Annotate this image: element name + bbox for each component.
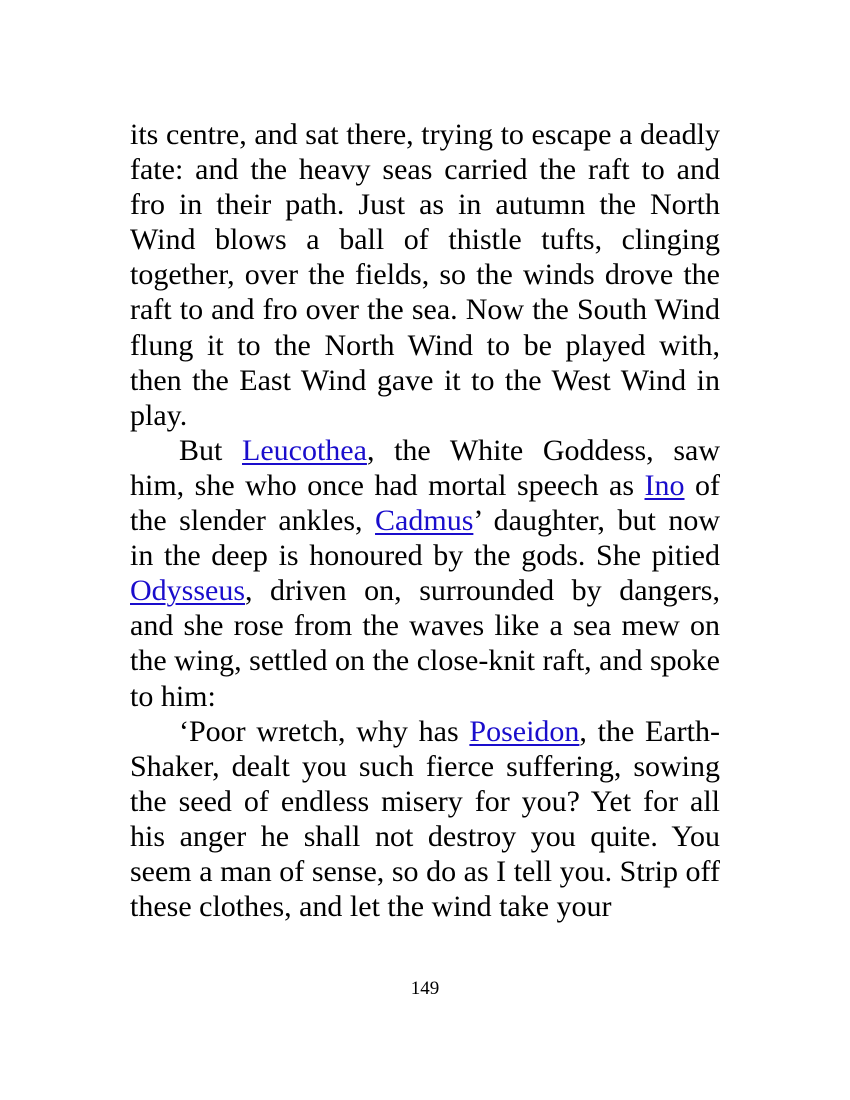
paragraph-text: , the White Goddess, saw him, she who once had mortal speech as <box>130 433 720 502</box>
paragraph-leucothea-speech <box>130 714 720 925</box>
paragraph-text: , driven on, surrounded by dangers, and she rose from the waves like a sea mew on the wing, settled on the close-knit raft, and spoke to him: <box>130 574 720 713</box>
link-odysseus[interactable]: Odysseus <box>130 574 246 608</box>
paragraph-text: of the slender ankles, <box>130 468 720 538</box>
paragraph-text: ’ daughter, but now in the deep is honoured by the gods. She pitied <box>130 504 720 573</box>
link-poseidon[interactable]: Poseidon <box>469 714 580 748</box>
link-cadmus[interactable]: Cadmus <box>375 504 474 538</box>
paragraph-text: But <box>179 433 243 467</box>
paragraph-text: ‘Poor wretch, why has <box>179 714 470 748</box>
paragraph-leucothea <box>130 433 720 714</box>
paragraph-raft-adrift: its centre, and sat there, trying to escape a deadly fate: and the heavy seas carried the raft to and fro in their path. Just as in autumn the North Wind blows a ball of thistle tufts, clinging together, over the fields, so the winds drove the raft to and fro over the sea. Now the South Wind flung it to the North Wind to be played with, then the East Wind gave it to the West Wind in play. <box>130 118 720 432</box>
link-leucothea[interactable]: Leucothea <box>242 433 367 467</box>
paragraph-text: , the Earth-Shaker, dealt you such fierce suffering, sowing the seed of endless misery for you? Yet for all his anger he shall not destroy you quite. You seem a man of sense, so do as I tell you. Strip off these clothes, and let the wind take your <box>130 714 720 924</box>
link-ino[interactable]: Ino <box>644 468 685 502</box>
page-number: 149 <box>410 978 440 999</box>
page-body <box>130 117 720 924</box>
